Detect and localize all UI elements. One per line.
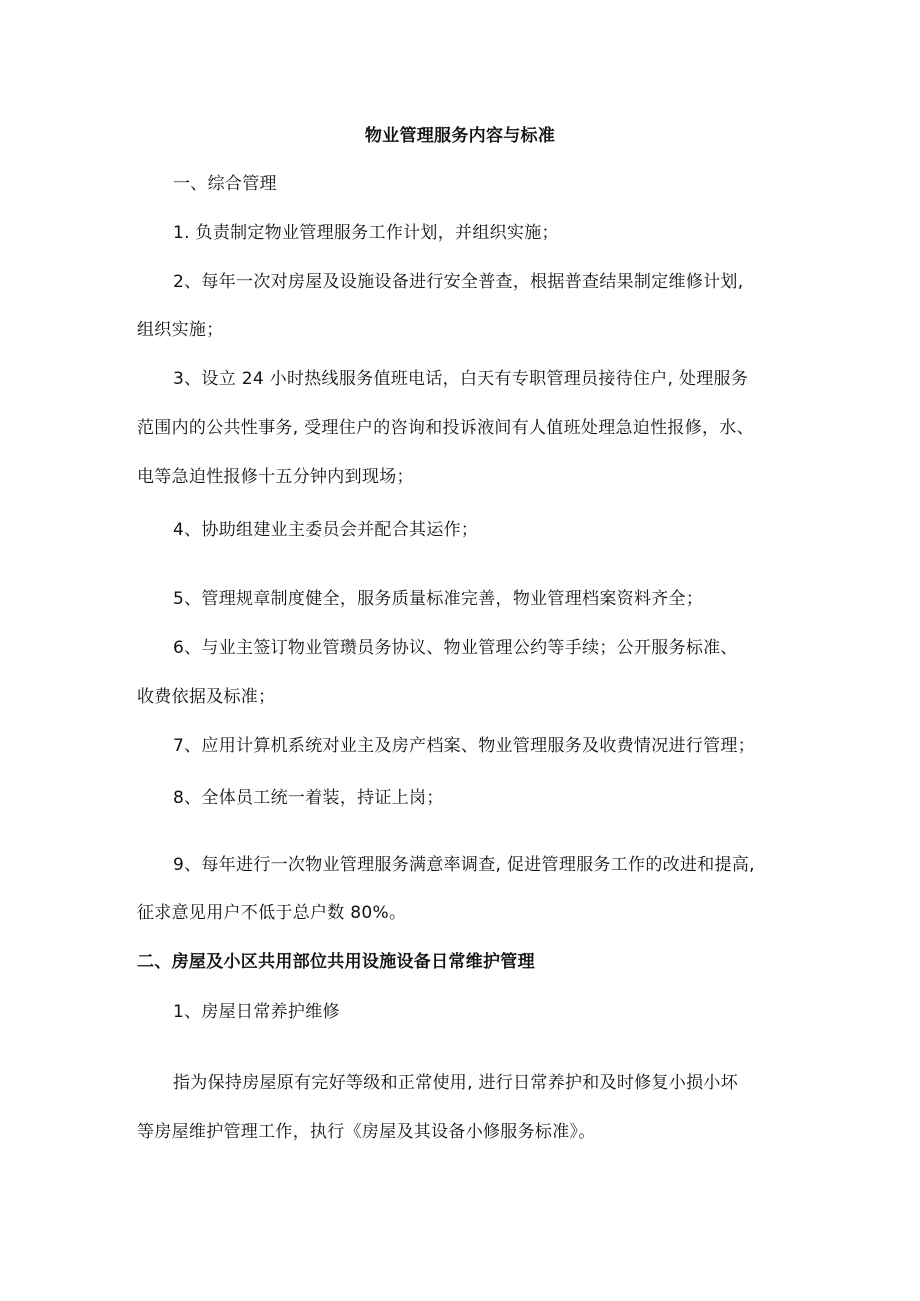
document-title: 物业管理服务内容与标准 — [364, 126, 556, 146]
item-6-line-1: 6、与业主签订物业管瓒员务协议、物业管理公约等手续；公开服务标准、 — [173, 638, 738, 658]
item-2-line-1: 2、每年一次对房屋及设施设备进行安全普查，根据普查结果制定维修计划, — [173, 272, 744, 292]
subsection-house-maintenance: 1、房屋日常养护维修 — [173, 1002, 340, 1022]
section-heading-general-management: 一、综合管理 — [173, 174, 277, 194]
item-6-line-2: 收费依据及标准； — [137, 687, 276, 707]
item-9-line-2: 征求意见用户不低于总户数 80%。 — [137, 903, 407, 923]
item-5: 5、管理规章制度健全，服务质量标准完善，物业管理档案资料齐全； — [173, 589, 704, 609]
item-8: 8、全体员工统一着装，持证上岗； — [173, 788, 444, 808]
item-9-line-1: 9、每年进行一次物业管理服务满意率调查, 促进管理服务工作的改进和提高, — [173, 855, 755, 875]
item-1: 1. 负责制定物业管理服务工作计划，并组织实施； — [173, 223, 559, 243]
paragraph-line-1: 指为保持房屋原有完好等级和正常使用, 进行日常养护和及时修复小损小坏 — [173, 1073, 739, 1093]
section-heading-maintenance: 二、房屋及小区共用部位共用设施设备日常维护管理 — [137, 952, 535, 972]
item-3-line-3: 电等急迫性报修十五分钟内到现场； — [137, 467, 414, 487]
item-4: 4、协助组建业主委员会并配合其运作； — [173, 520, 479, 540]
paragraph-line-2: 等房屋维护管理工作，执行《房屋及其设备小修服务标准》。 — [137, 1122, 596, 1142]
item-2-line-2: 组织实施； — [137, 320, 224, 340]
item-3-line-2: 范围内的公共性事务, 受理住户的咨询和投诉液间有人值班处理急迫性报修，水、 — [137, 418, 754, 438]
item-7: 7、应用计算机系统对业主及房产档案、物业管理服务及收费情况进行管理； — [173, 736, 756, 756]
item-3-line-1: 3、设立 24 小时热线服务值班电话，白天有专职管理员接待住户, 处理服务 — [173, 369, 749, 389]
